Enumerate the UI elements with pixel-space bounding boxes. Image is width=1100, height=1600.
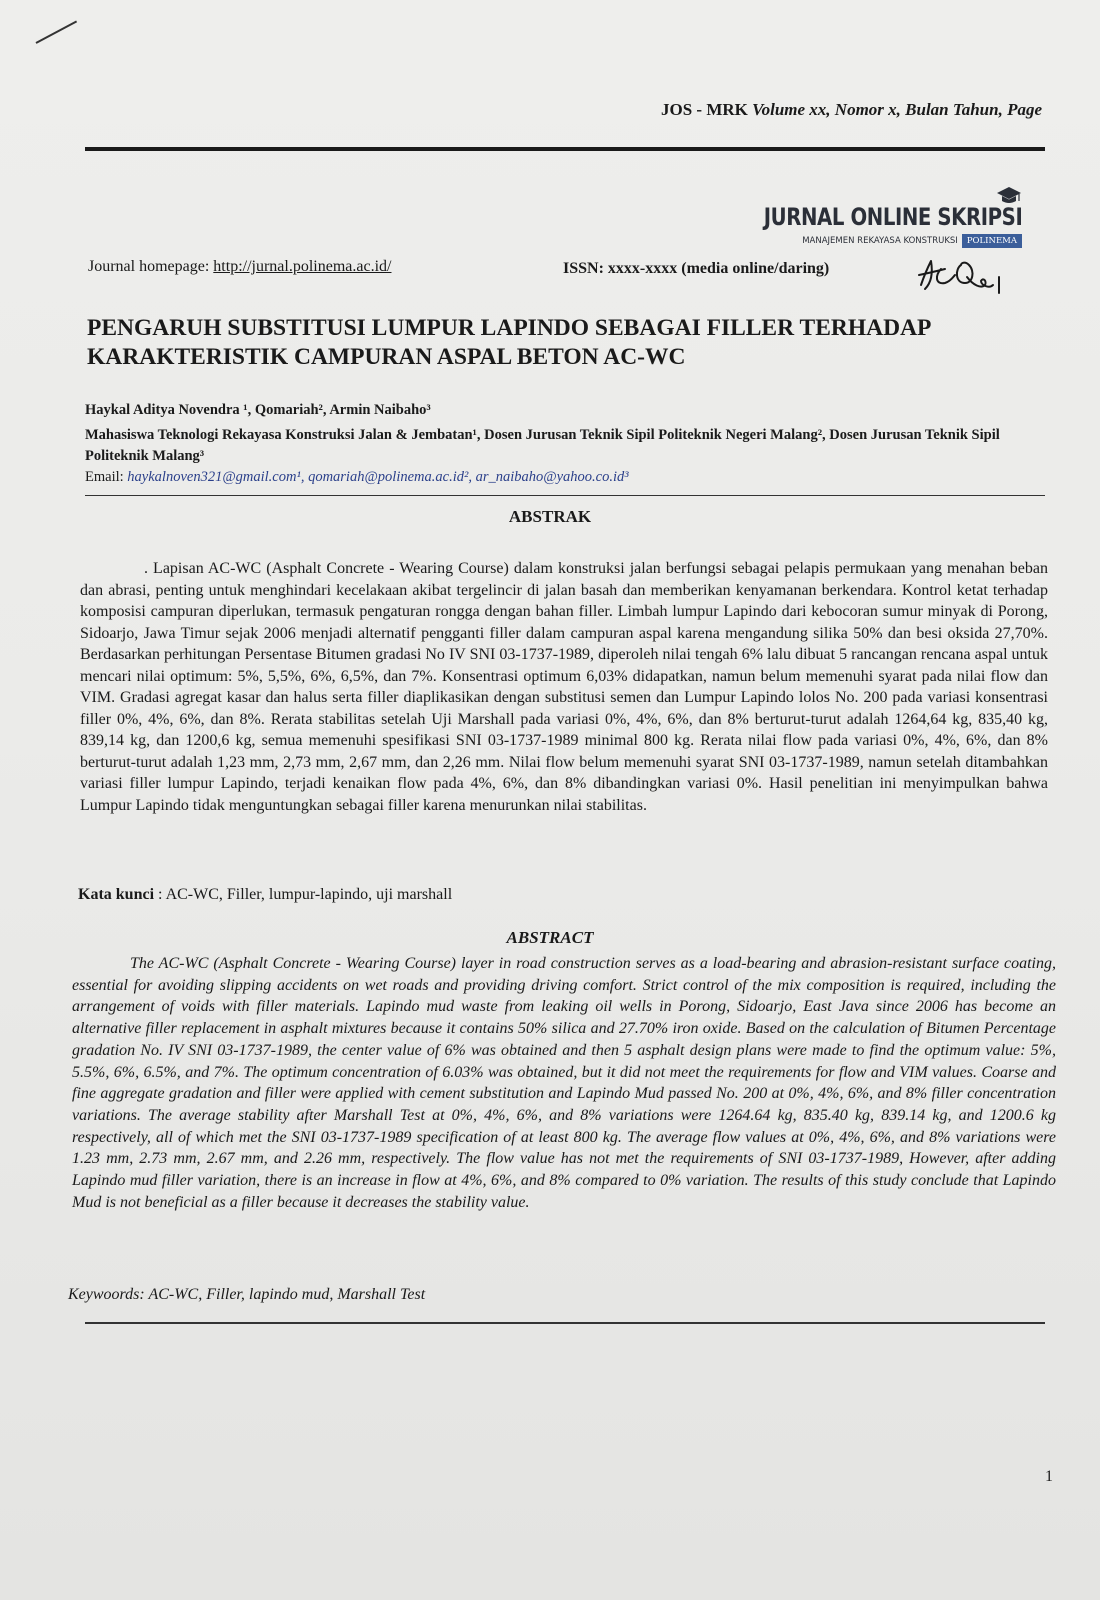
logo-subtitle-row bbox=[802, 234, 1022, 248]
journal-homepage bbox=[88, 258, 391, 276]
article-title-line2: KARAKTERISTIK CAMPURAN ASPAL BETON AC-WC bbox=[87, 344, 686, 370]
pen-stroke-mark bbox=[36, 21, 78, 44]
author-affiliation: Mahasiswa Teknologi Rekayasa Konstruksi Jalan & Jembatan¹, Dosen Jurusan Teknik Sipil Politeknik Negeri Malang², Dosen Jurusan Teknik Sipil Politeknik Malang³ bbox=[85, 427, 1000, 464]
journal-logo bbox=[745, 185, 1030, 257]
running-head bbox=[661, 100, 1042, 120]
page-number: 1 bbox=[1045, 1468, 1053, 1485]
kata-kunci-values: : AC-WC, Filler, lumpur-lapindo, uji marshall bbox=[154, 886, 453, 903]
abstrak-body: . Lapisan AC-WC (Asphalt Concrete - Wearing Course) dalam konstruksi jalan berfungsi sebagai pelapis permukaan yang menahan beban dan abrasi, penting untuk menghindari kecelakaan akibat tergelincir di jalan basah dan memberikan kenyamanan berkendara. Kontrol ketat terhadap komposisi campuran diperlukan, termasuk pengaturan rongga dengan bahan filler. Limbah lumpur Lapindo dari kebocoran sumur minyak di Porong, Sidoarjo, Jawa Timur sejak 2006 menjadi alternatif pengganti filler dalam campuran aspal karena mengandung silika 50% dan besi oksida 27,70%. Berdasarkan perhitungan Persentase Bitumen gradasi No IV SNI 03-1737-1989, diperoleh nilai tengah 6% lalu dibuat 5 rancangan rencana aspal untuk mencari nilai optimum: 5%, 5,5%, 6%, 6,5%, dan 7%. Konsentrasi optimum 6,03% didapatkan, namun belum memenuhi syarat pada nilai flow dan VIM. Gradasi agregat kasar dan halus serta filler diaplikasikan dengan substitusi semen dan Lumpur Lapindo lolos No. 200 pada variasi konsentrasi filler 0%, 4%, 6%, dan 8%. Rerata stabilitas setelah Uji Marshall pada variasi 0%, 4%, 6%, dan 8% berturut-turut adalah 1264,64 kg, 835,40 kg, 839,14 kg, dan 1200,6 kg, semua memenuhi spesifikasi SNI 03-1737-1989 minimal 800 kg. Rerata nilai flow pada variasi 0%, 4%, 6%, dan 8% berturut-turut adalah 1,23 mm, 2,73 mm, 2,67 mm, dan 2,26 mm. Nilai flow belum memenuhi syarat SNI 03-1737-1989, namun setelah ditambahkan variasi filler lumpur Lapindo, terjadi kenaikan flow pada 4%, 6%, dan 8% dibandingkan variasi 0%. Hasil penelitian ini menyimpulkan bahwa Lumpur Lapindo tidak menguntungkan sebagai filler karena menurunkan nilai stabilitas. bbox=[80, 560, 1048, 814]
email-addresses[interactable]: haykalnoven321@gmail.com¹, qomariah@polinema.ac.id², ar_naibaho@yahoo.co.id³ bbox=[127, 469, 629, 485]
abstract-divider bbox=[85, 1322, 1045, 1324]
abstract-heading: ABSTRACT bbox=[506, 928, 594, 947]
author-list: Haykal Aditya Novendra ¹, Qomariah², Armin Naibaho³ bbox=[85, 402, 431, 418]
abstrak-heading: ABSTRAK bbox=[508, 507, 592, 526]
homepage-link[interactable]: http://jurnal.polinema.ac.id/ bbox=[213, 258, 392, 275]
keywords-english: Keywoords: AC-WC, Filler, lapindo mud, Marshall Test bbox=[68, 1286, 426, 1303]
abstract-body: The AC-WC (Asphalt Concrete - Wearing Course) layer in road construction serves as a load-bearing and abrasion-resistant surface coating, essential for avoiding slipping accidents on wet roads and providing driving comfort. Strict control of the mix composition is required, including the arrangement of voids with filler materials. Lapindo mud waste from leaking oil wells in Porong, Sidoarjo, East Java since 2006 has become an alternative filler replacement in asphalt mixtures because it contains 50% silica and 27.70% iron oxide. Based on the calculation of Bitumen Percentage gradation No. IV SNI 03-1737-1989, the center value of 6% was obtained and then 5 asphalt design plans were made to find the optimum value: 5%, 5.5%, 6%, 6.5%, and 7%. The optimum concentration of 6.03% was obtained, but it did not meet the requirements for flow and VIM values. Coarse and fine aggregate gradation and filler were applied with cement substitution and Lapindo Mud passed No. 200 at 0%, 4%, 6%, and 8% filler concentration variations. The average stability after Marshall Test at 0%, 4%, 6%, and 8% variations were 1264.64 kg, 835.40 kg, 839.14 kg, and 1200.6 kg respectively, all of which met the SNI 03-1737-1989 specification of at least 800 kg. The average flow values at 0%, 4%, 6%, and 8% variations were 1.23 mm, 2.73 mm, 2.67 mm, and 2.26 mm, respectively. The flow value has not met the requirements of SNI 03-1737-1989, However, after adding Lapindo mud filler variation, there is an increase in flow at 4%, 6%, and 8% compared to 0% variation. The results of this study conclude that Lapindo Mud is not beneficial as a filler because it decreases the stability value. bbox=[72, 955, 1056, 1211]
author-divider bbox=[85, 495, 1045, 496]
email-label: Email: bbox=[85, 469, 128, 485]
running-head-volume: Volume xx, Nomor x, Bulan Tahun, Page bbox=[752, 100, 1042, 119]
header-rule bbox=[85, 147, 1045, 151]
author-emails bbox=[85, 469, 629, 486]
article-title bbox=[87, 314, 1057, 372]
logo-brand-badge: POLINEMA bbox=[962, 234, 1022, 248]
logo-title: JURNAL ONLINE SKRIPSI bbox=[763, 203, 1022, 231]
issn-number: ISSN: xxxx-xxxx (media online/daring) bbox=[563, 260, 830, 277]
homepage-label: Journal homepage: bbox=[88, 258, 214, 275]
kata-kunci bbox=[78, 886, 452, 904]
kata-kunci-label: Kata kunci bbox=[78, 886, 155, 903]
article-title-line1: PENGARUH SUBSTITUSI LUMPUR LAPINDO SEBAGAI FILLER TERHADAP bbox=[87, 315, 932, 341]
logo-subtitle: MANAJEMEN REKAYASA KONSTRUKSI bbox=[802, 236, 958, 246]
handwritten-signature bbox=[915, 255, 1010, 299]
running-head-journal: JOS - MRK bbox=[661, 100, 753, 119]
